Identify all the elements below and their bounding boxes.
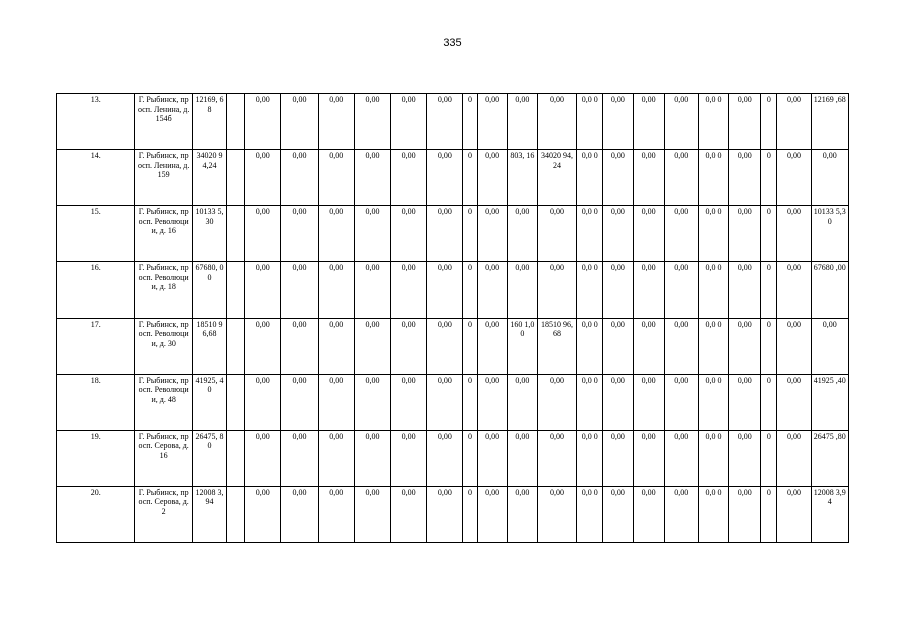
table-cell: 0,00 [281, 94, 318, 150]
table-cell: 0,00 [427, 150, 463, 206]
table-cell: 0,00 [729, 206, 761, 262]
table-cell: 0,00 [281, 262, 318, 318]
table-cell: 0,00 [633, 150, 664, 206]
table-cell: 18510 96,68 [192, 318, 226, 374]
table-cell: 0,00 [777, 150, 811, 206]
table-cell: 12008 3,94 [192, 486, 226, 542]
table-cell: 0,00 [633, 430, 664, 486]
table-cell: 0,0 0 [698, 206, 728, 262]
table-cell: 34020 94,24 [192, 150, 226, 206]
table-cell: 0,00 [537, 206, 576, 262]
table-cell: 0,00 [477, 150, 507, 206]
table-cell: 0,00 [318, 206, 354, 262]
table-cell: 12008 3,94 [811, 486, 848, 542]
table-row [57, 206, 849, 262]
table-cell: 0,00 [729, 94, 761, 150]
table-cell: 0 [463, 94, 477, 150]
table-cell: 0,00 [245, 150, 281, 206]
table-cell: 0,00 [664, 150, 698, 206]
table-cell [227, 206, 245, 262]
address-cell: Г. Рыбинск, просп. Революци и, д. 30 [135, 318, 192, 374]
table-cell: 0,00 [391, 94, 427, 150]
table-cell: 0,00 [245, 262, 281, 318]
table-cell: 0,00 [281, 374, 318, 430]
table-cell: 0,00 [777, 486, 811, 542]
table-cell [227, 318, 245, 374]
table-cell: 0,00 [245, 430, 281, 486]
table-cell: 0,00 [537, 430, 576, 486]
table-cell: 0,00 [391, 262, 427, 318]
table-cell: 0,00 [777, 318, 811, 374]
table-cell: 67680, 00 [192, 262, 226, 318]
page-number: 335 [443, 37, 462, 49]
table-cell: 0,00 [729, 318, 761, 374]
table-cell: 0 [463, 486, 477, 542]
table-cell: 0 [463, 430, 477, 486]
table-cell: 0,0 0 [577, 262, 603, 318]
table-cell [227, 150, 245, 206]
table-cell: 0,00 [391, 374, 427, 430]
table-cell: 0,00 [664, 318, 698, 374]
table-cell: 41925, 40 [192, 374, 226, 430]
table-cell: 0,00 [477, 430, 507, 486]
row-number-cell: 16. [57, 262, 135, 318]
table-cell: 0,00 [318, 94, 354, 150]
table-cell: 0,00 [245, 318, 281, 374]
table-cell: 0,00 [633, 262, 664, 318]
table-cell: 0,00 [603, 94, 633, 150]
table-cell: 0,00 [633, 486, 664, 542]
table-cell: 0 [761, 262, 777, 318]
table-cell: 0,00 [318, 374, 354, 430]
address-cell: Г. Рыбинск, просп. Серова, д. 2 [135, 486, 192, 542]
table-cell [227, 374, 245, 430]
address-cell: Г. Рыбинск, просп. Революци и, д. 18 [135, 262, 192, 318]
table-cell: 0,00 [633, 94, 664, 150]
table-cell: 0,0 0 [698, 150, 728, 206]
table-cell: 41925 ,40 [811, 374, 848, 430]
table-cell: 0,00 [507, 94, 537, 150]
table-cell: 0,00 [603, 430, 633, 486]
table-cell: 0,00 [427, 374, 463, 430]
row-number-cell: 17. [57, 318, 135, 374]
table-cell: 0,00 [537, 486, 576, 542]
table-row [57, 262, 849, 318]
table-row [57, 374, 849, 430]
table-cell: 0 [463, 374, 477, 430]
table-cell: 0,00 [318, 486, 354, 542]
table-body [57, 94, 849, 543]
address-cell: Г. Рыбинск, просп. Революци и, д. 48 [135, 374, 192, 430]
table-cell: 0,00 [729, 486, 761, 542]
table-cell: 0,00 [664, 206, 698, 262]
table-cell: 0,00 [537, 262, 576, 318]
table-cell: 0,00 [477, 94, 507, 150]
table-row [57, 486, 849, 542]
table-cell: 0,00 [664, 486, 698, 542]
table-cell: 0,00 [664, 374, 698, 430]
table-cell: 0,00 [664, 94, 698, 150]
table-cell: 0,00 [281, 206, 318, 262]
table-cell: 160 1,00 [507, 318, 537, 374]
table-cell: 0,0 0 [698, 262, 728, 318]
table-cell: 10133 5,30 [192, 206, 226, 262]
table-cell: 0,00 [318, 150, 354, 206]
table-cell [227, 94, 245, 150]
table-cell: 0,00 [391, 318, 427, 374]
table-cell: 0,0 0 [577, 318, 603, 374]
table-cell: 0,00 [664, 430, 698, 486]
table-cell: 0 [761, 486, 777, 542]
table-cell: 0,00 [354, 486, 390, 542]
table-cell: 0,00 [603, 374, 633, 430]
table-cell: 0,00 [537, 374, 576, 430]
table-cell: 0,0 0 [698, 486, 728, 542]
table-cell: 0,00 [507, 430, 537, 486]
data-table [56, 93, 849, 543]
table-cell: 0,00 [633, 206, 664, 262]
table-cell: 0 [463, 150, 477, 206]
table-cell: 0 [761, 430, 777, 486]
table-cell: 0,00 [281, 486, 318, 542]
table-cell: 0,00 [729, 374, 761, 430]
table-cell: 0,0 0 [698, 318, 728, 374]
table-cell: 0,00 [777, 262, 811, 318]
table-cell: 0,0 0 [698, 430, 728, 486]
table-cell: 18510 96,68 [537, 318, 576, 374]
table-cell: 0,00 [603, 486, 633, 542]
address-cell: Г. Рыбинск, просп. Серова, д. 16 [135, 430, 192, 486]
table-cell: 0,00 [477, 486, 507, 542]
row-number-cell: 18. [57, 374, 135, 430]
table-cell: 67680 ,00 [811, 262, 848, 318]
table-cell: 0,00 [777, 94, 811, 150]
table-row [57, 94, 849, 150]
table-cell: 0,00 [391, 206, 427, 262]
table-cell: 0,00 [603, 318, 633, 374]
table-cell: 0,0 0 [577, 94, 603, 150]
table-cell: 0,00 [633, 318, 664, 374]
table-cell: 0 [761, 94, 777, 150]
table-cell: 0,00 [507, 486, 537, 542]
table-cell: 0,00 [245, 486, 281, 542]
table-cell: 0 [761, 206, 777, 262]
table-cell: 0,00 [354, 150, 390, 206]
table-cell: 26475, 80 [192, 430, 226, 486]
table-cell: 0,00 [477, 206, 507, 262]
table-cell: 0,00 [633, 374, 664, 430]
table-cell: 0,00 [777, 430, 811, 486]
table-cell: 0,00 [811, 150, 848, 206]
table-cell: 0,00 [427, 486, 463, 542]
table-row [57, 318, 849, 374]
table-cell: 0,00 [777, 374, 811, 430]
table-cell: 26475 ,80 [811, 430, 848, 486]
table-cell: 0,00 [245, 206, 281, 262]
table-cell: 0,0 0 [577, 486, 603, 542]
table-cell: 0 [761, 318, 777, 374]
table-cell: 803, 16 [507, 150, 537, 206]
table-cell: 0,00 [281, 318, 318, 374]
table-cell: 0,00 [427, 318, 463, 374]
table-cell: 0,00 [354, 430, 390, 486]
table-cell: 0,0 0 [577, 150, 603, 206]
table-cell: 0 [463, 318, 477, 374]
table-cell: 0,00 [427, 430, 463, 486]
table-cell: 0,00 [354, 206, 390, 262]
address-cell: Г. Рыбинск, просп. Революци и, д. 16 [135, 206, 192, 262]
table-cell: 10133 5,30 [811, 206, 848, 262]
table-cell: 0,00 [777, 206, 811, 262]
table-cell: 0,00 [391, 486, 427, 542]
table-cell: 0,00 [318, 318, 354, 374]
table-cell: 0,00 [245, 374, 281, 430]
table-cell: 0,00 [318, 262, 354, 318]
table-cell: 0,00 [281, 150, 318, 206]
row-number-cell: 14. [57, 150, 135, 206]
table-cell: 12169 ,68 [811, 94, 848, 150]
table-cell: 0,00 [729, 150, 761, 206]
table-cell: 0,00 [391, 430, 427, 486]
table-cell: 0,00 [729, 262, 761, 318]
row-number-cell: 15. [57, 206, 135, 262]
table-cell: 0,00 [427, 206, 463, 262]
table-cell: 0,00 [477, 262, 507, 318]
table-cell: 0,00 [391, 150, 427, 206]
table-cell: 0,0 0 [577, 374, 603, 430]
table-row [57, 150, 849, 206]
table-row [57, 430, 849, 486]
table-cell: 0,00 [477, 318, 507, 374]
table-cell: 0,00 [245, 94, 281, 150]
table-cell: 0,00 [507, 374, 537, 430]
table-cell: 0,0 0 [698, 94, 728, 150]
table-cell: 0,00 [281, 430, 318, 486]
table-cell: 0,0 0 [577, 430, 603, 486]
row-number-cell: 13. [57, 94, 135, 150]
table-cell [227, 486, 245, 542]
table-cell: 0,00 [537, 94, 576, 150]
table-cell: 0 [463, 206, 477, 262]
table-cell: 0 [463, 262, 477, 318]
address-cell: Г. Рыбинск, просп. Ленина, д. 154б [135, 94, 192, 150]
table-cell: 0,00 [354, 374, 390, 430]
table-cell: 12169, 68 [192, 94, 226, 150]
table-cell: 0,00 [603, 150, 633, 206]
table-cell [227, 262, 245, 318]
table-cell: 0,0 0 [698, 374, 728, 430]
table-cell: 0,00 [354, 94, 390, 150]
table-cell: 0,00 [664, 262, 698, 318]
table-cell: 0,00 [507, 206, 537, 262]
table-cell: 0,00 [354, 318, 390, 374]
row-number-cell: 20. [57, 486, 135, 542]
table-cell: 0,0 0 [577, 206, 603, 262]
table-cell: 0 [761, 374, 777, 430]
table-cell: 0,00 [729, 430, 761, 486]
table-cell: 0,00 [354, 262, 390, 318]
table-cell: 0,00 [507, 262, 537, 318]
address-cell: Г. Рыбинск, просп. Ленина, д. 159 [135, 150, 192, 206]
table-cell: 0,00 [477, 374, 507, 430]
table-cell: 0,00 [603, 262, 633, 318]
table-cell: 0 [761, 150, 777, 206]
table-cell [227, 430, 245, 486]
table-cell: 0,00 [603, 206, 633, 262]
table-cell: 0,00 [427, 262, 463, 318]
table-cell: 0,00 [318, 430, 354, 486]
row-number-cell: 19. [57, 430, 135, 486]
table-cell: 34020 94,24 [537, 150, 576, 206]
table-cell: 0,00 [811, 318, 848, 374]
table-cell: 0,00 [427, 94, 463, 150]
